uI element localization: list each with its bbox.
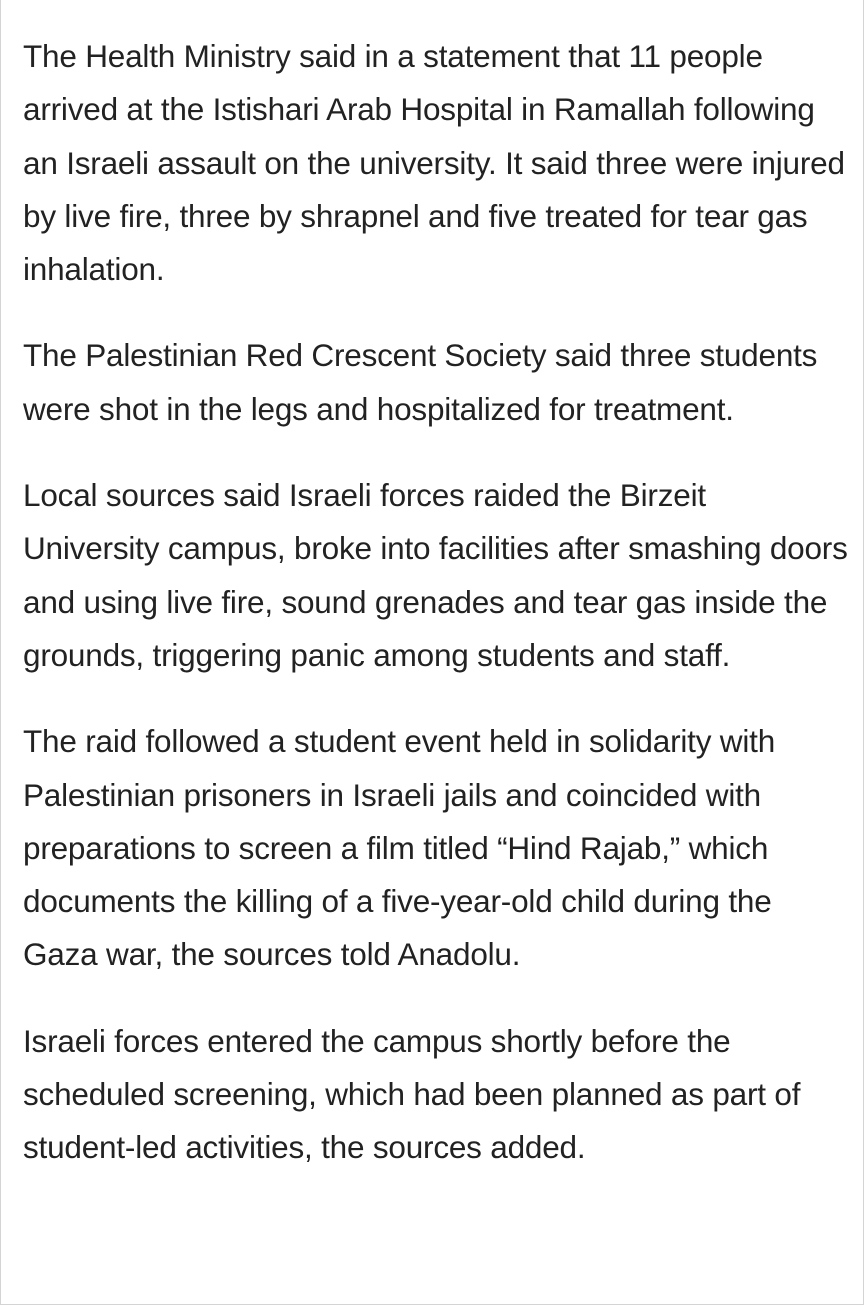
article-paragraph: The raid followed a student event held in solidarity with Palestinian prisoners in Israeli jails and coincided with preparations to screen a film titled “Hind Rajab,” which documents the killing of a five-year-old child during the Gaza war, the sources told Anadolu. (23, 723, 776, 973)
article-paragraph: Israeli forces entered the campus shortly before the scheduled screening, which had been planned as part of student-led activities, the sources added. (23, 1022, 801, 1166)
article-body (23, 30, 849, 1208)
article-paragraph: The Palestinian Red Crescent Society said three students were shot in the legs and hospitalized for treatment. (23, 337, 818, 427)
article-paragraph: The Health Ministry said in a statement that 11 people arrived at the Istishari Arab Hospital in Ramallah following an Israeli assault on the university. It said three were injured by live fire, three by shrapnel and five treated for tear gas inhalation. (23, 38, 845, 288)
article-paragraph: Local sources said Israeli forces raided the Birzeit University campus, broke into facilities after smashing doors and using live fire, sound grenades and tear gas inside the grounds, triggering panic among students and staff. (23, 477, 848, 673)
